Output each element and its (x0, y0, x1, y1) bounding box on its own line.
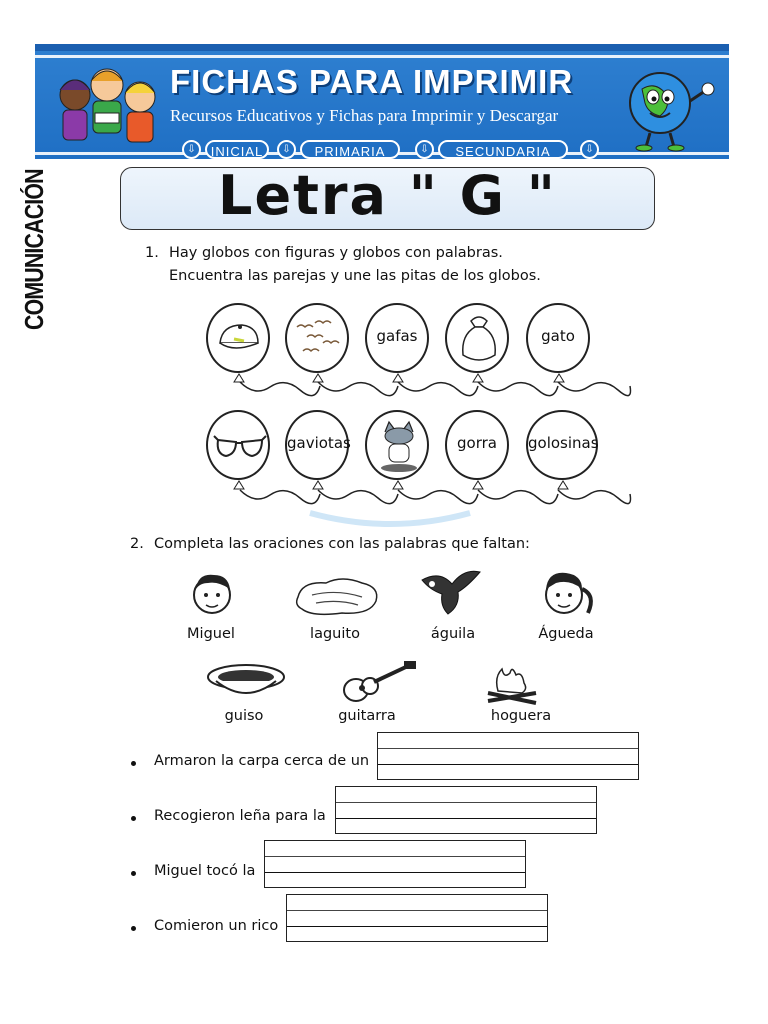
title-box (120, 164, 655, 230)
glasses-icon (212, 434, 268, 464)
home-icon[interactable]: ⇩ (182, 140, 201, 159)
answer-box[interactable] (377, 732, 639, 780)
bullet (131, 926, 136, 931)
exercise-2-instruction: Completa las oraciones con las palabras que faltan: (154, 536, 530, 552)
banner-subtitle: Recursos Educativos y Fichas para Imprimir y Descargar (170, 106, 559, 125)
nav-primaria[interactable]: PRIMARIA (300, 140, 400, 159)
balloon-knot (312, 480, 324, 490)
watermark-logo (300, 505, 480, 535)
vocab-word: hoguera (490, 708, 552, 724)
bullet (131, 761, 136, 766)
balloon-picture[interactable] (206, 410, 270, 480)
sentence-text: Recogieron leña para la (154, 808, 326, 824)
sentence-text: Miguel tocó la (154, 863, 256, 879)
subject-label: COMUNICACIÓN (19, 169, 49, 330)
kids-illustration (45, 55, 160, 155)
vocab-word: guiso (224, 708, 264, 724)
boy-face-icon (188, 567, 238, 619)
bonfire-icon (484, 663, 540, 707)
balloon-word-text: gorra (457, 434, 497, 452)
vocab-word: laguito (310, 626, 360, 642)
download-icon[interactable]: ⇩ (580, 140, 599, 159)
sentence-text: Comieron un rico (154, 918, 279, 934)
header-banner (35, 44, 729, 159)
balloon-knot (312, 373, 324, 383)
balloon-word-text: golosinas (528, 434, 599, 452)
answer-box[interactable] (286, 894, 548, 942)
banner-title: FICHAS PARA IMPRIMIR (170, 63, 574, 100)
candy-bag-icon (457, 311, 501, 369)
nav-inicial[interactable]: INICIAL (205, 140, 269, 159)
globe-mascot-icon (620, 61, 720, 153)
nav-secundaria[interactable]: SECUNDARIA (438, 140, 568, 159)
balloon-picture[interactable] (206, 303, 270, 373)
balloon-picture[interactable] (445, 303, 509, 373)
bullet (131, 816, 136, 821)
exercise-1-number: 1. (145, 245, 159, 261)
vocab-word: guitarra (338, 708, 396, 724)
balloon-word[interactable] (285, 410, 349, 480)
stew-bowl-icon (206, 661, 288, 701)
balloon-word-text: gato (541, 327, 575, 345)
seagulls-icon (293, 315, 343, 363)
bullet (131, 871, 136, 876)
eagle-icon (418, 564, 484, 620)
answer-box[interactable] (335, 786, 597, 834)
balloon-knot (557, 480, 569, 490)
balloon-word[interactable] (526, 410, 598, 480)
balloon-knot (392, 480, 404, 490)
girl-face-icon (540, 565, 600, 621)
exercise-1-instruction-line1: Hay globos con figuras y globos con palabras. (169, 245, 503, 261)
vocab-word: águila (430, 626, 476, 642)
balloon-word[interactable] (365, 303, 429, 373)
balloon-knot (553, 373, 565, 383)
cat-icon (375, 418, 423, 476)
balloon-knot (233, 373, 245, 383)
exercise-1-instruction-line2: Encuentra las parejas y une las pitas de los globos. (169, 268, 541, 284)
balloon-picture[interactable] (365, 410, 429, 480)
page-title: Letra " G " (218, 164, 557, 227)
sentence-text: Armaron la carpa cerca de un (154, 753, 370, 769)
balloon-knot (472, 480, 484, 490)
balloon-word[interactable] (445, 410, 509, 480)
vocab-word: Águeda (538, 626, 594, 642)
download-icon[interactable]: ⇩ (277, 140, 296, 159)
download-icon[interactable]: ⇩ (415, 140, 434, 159)
balloon-word-text: gafas (376, 327, 418, 345)
balloon-picture[interactable] (285, 303, 349, 373)
cap-icon (214, 319, 264, 359)
balloon-word-text: gaviotas (287, 434, 351, 452)
answer-box[interactable] (264, 840, 526, 888)
balloon-knot (233, 480, 245, 490)
lake-icon (292, 573, 382, 619)
guitar-icon (340, 660, 420, 706)
vocab-word: Miguel (187, 626, 235, 642)
balloon-knot (392, 373, 404, 383)
balloon-word[interactable] (526, 303, 590, 373)
exercise-2-number: 2. (130, 536, 144, 552)
balloon-knot (472, 373, 484, 383)
